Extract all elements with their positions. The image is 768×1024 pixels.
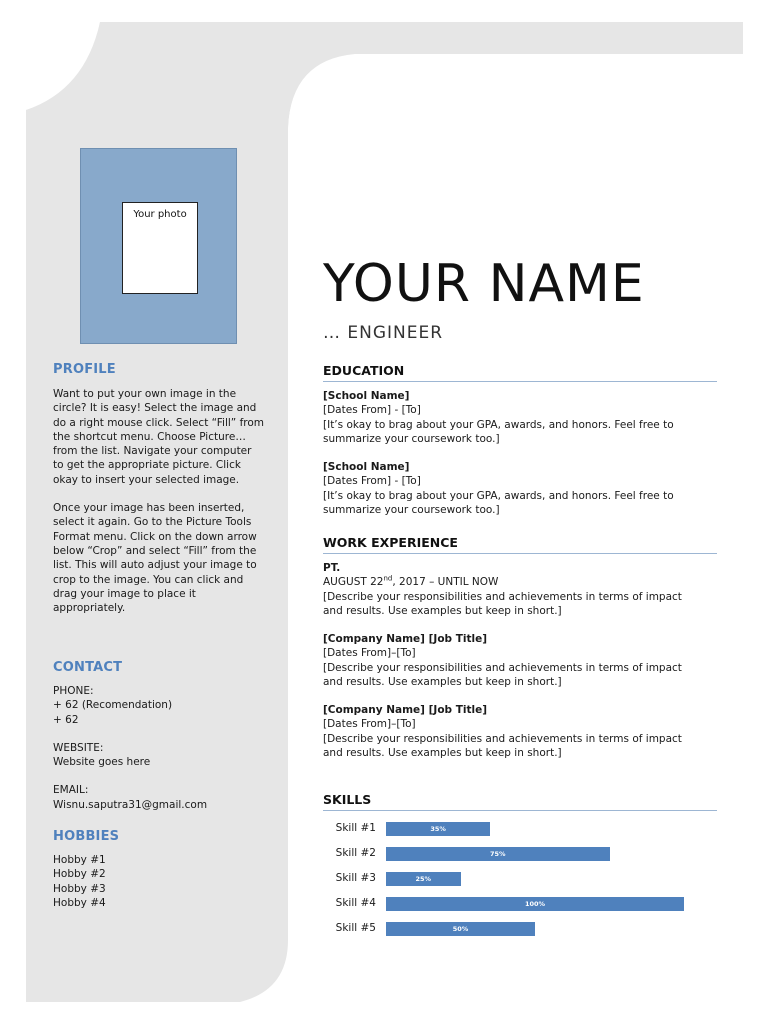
hobby-item: Hobby #4	[53, 896, 106, 909]
phone-label: PHONE:	[53, 685, 94, 697]
work-dates: [Dates From]–[To]	[323, 718, 416, 731]
skill-row	[330, 896, 720, 912]
hobby-item: Hobby #2	[53, 868, 106, 881]
contact-block	[53, 684, 265, 812]
skill-label: Skill #4	[335, 897, 376, 909]
education-dates: [Dates From] - [To]	[323, 475, 421, 488]
skill-bar	[386, 822, 490, 836]
date-rest: , 2017 – UNTIL NOW	[392, 576, 499, 589]
job-title: [Company Name] [Job Title]	[323, 633, 488, 645]
skills-heading: SKILLS	[323, 792, 717, 811]
skill-row	[330, 871, 720, 887]
job-title: PT.	[323, 562, 341, 574]
skill-bar	[386, 872, 461, 886]
school-name: [School Name]	[323, 461, 410, 473]
work-dates	[323, 575, 718, 589]
work-description: and results. Use examples but keep in short.]	[323, 746, 562, 759]
education-description: summarize your coursework too.]	[323, 503, 500, 516]
contact-heading: CONTACT	[53, 660, 123, 675]
education-entry	[323, 389, 718, 446]
profile-text	[53, 387, 265, 629]
skill-track	[386, 872, 684, 886]
skill-row	[330, 846, 720, 862]
hobby-item: Hobby #3	[53, 882, 106, 895]
work-description: [Describe your responsibilities and achievements in terms of impact	[323, 661, 682, 674]
skill-bar	[386, 847, 610, 861]
profile-heading: PROFILE	[53, 362, 116, 377]
work-entry	[323, 632, 718, 689]
date-suffix: nd	[383, 574, 393, 583]
phone-value: + 62 (Recomendation)	[53, 699, 173, 712]
work-description: [Describe your responsibilities and achievements in terms of impact	[323, 732, 682, 745]
profile-paragraph: Want to put your own image in the circle? It is easy! Select the image and do a right mouse click. Select “Fill” from the shortcut menu. Choose Picture… from the list. Navigate your computer to get the appropriate picture. Click okay to insert your selected image.	[53, 388, 265, 486]
education-description: [It’s okay to brag about your GPA, awards, and honors. Feel free to	[323, 418, 674, 431]
skill-track	[386, 922, 684, 936]
skill-row	[330, 821, 720, 837]
education-dates: [Dates From] - [To]	[323, 404, 421, 417]
photo-frame[interactable]	[80, 148, 237, 344]
work-description: and results. Use examples but keep in short.]	[323, 604, 562, 617]
skill-track	[386, 847, 684, 861]
hobbies-heading: HOBBIES	[53, 829, 120, 844]
skill-value-label: 100%	[524, 900, 546, 908]
education-description: summarize your coursework too.]	[323, 432, 500, 445]
work-entry	[323, 561, 718, 618]
hobby-item: Hobby #1	[53, 854, 106, 866]
skill-label: Skill #2	[335, 847, 376, 859]
skill-label: Skill #5	[335, 922, 376, 934]
hobbies-list	[53, 853, 265, 910]
education-description: [It’s okay to brag about your GPA, awards, and honors. Feel free to	[323, 489, 674, 502]
school-name: [School Name]	[323, 390, 410, 402]
work-dates: [Dates From]–[To]	[323, 647, 416, 660]
work-description: [Describe your responsibilities and achievements in terms of impact	[323, 590, 682, 603]
candidate-name: YOUR NAME	[323, 254, 645, 314]
work-heading: WORK EXPERIENCE	[323, 535, 717, 554]
skill-value-label: 75%	[489, 850, 506, 858]
photo-label: Your photo	[133, 209, 187, 220]
skill-row	[330, 921, 720, 937]
skill-value-label: 25%	[415, 875, 432, 883]
education-entry	[323, 460, 718, 517]
skill-bar	[386, 897, 684, 911]
skill-value-label: 35%	[430, 825, 446, 833]
photo-placeholder[interactable]	[122, 202, 198, 294]
skill-track	[386, 897, 684, 911]
skill-label: Skill #3	[335, 872, 376, 884]
skill-track	[386, 822, 684, 836]
phone-value: + 62	[53, 713, 79, 726]
work-description: and results. Use examples but keep in short.]	[323, 675, 562, 688]
date-main: AUGUST 22	[323, 576, 384, 589]
education-heading: EDUCATION	[323, 363, 717, 382]
skill-value-label: 50%	[452, 925, 469, 933]
candidate-role: … ENGINEER	[323, 323, 444, 343]
job-title: [Company Name] [Job Title]	[323, 704, 488, 716]
work-entry	[323, 703, 718, 760]
skill-bar	[386, 922, 535, 936]
email-label: EMAIL:	[53, 784, 89, 797]
profile-paragraph: Once your image has been inserted, select it again. Go to the Picture Tools Format menu. Click on the down arrow below “Crop” and select “Fill” from the list. This will auto adjust your image to crop to the image. You can click and drag your image to place it appropriately.	[53, 502, 257, 615]
website-value[interactable]: Website goes here	[53, 756, 151, 769]
email-value[interactable]: Wisnu.saputra31@gmail.com	[53, 798, 208, 811]
skill-label: Skill #1	[335, 822, 376, 834]
website-label: WEBSITE:	[53, 741, 104, 754]
